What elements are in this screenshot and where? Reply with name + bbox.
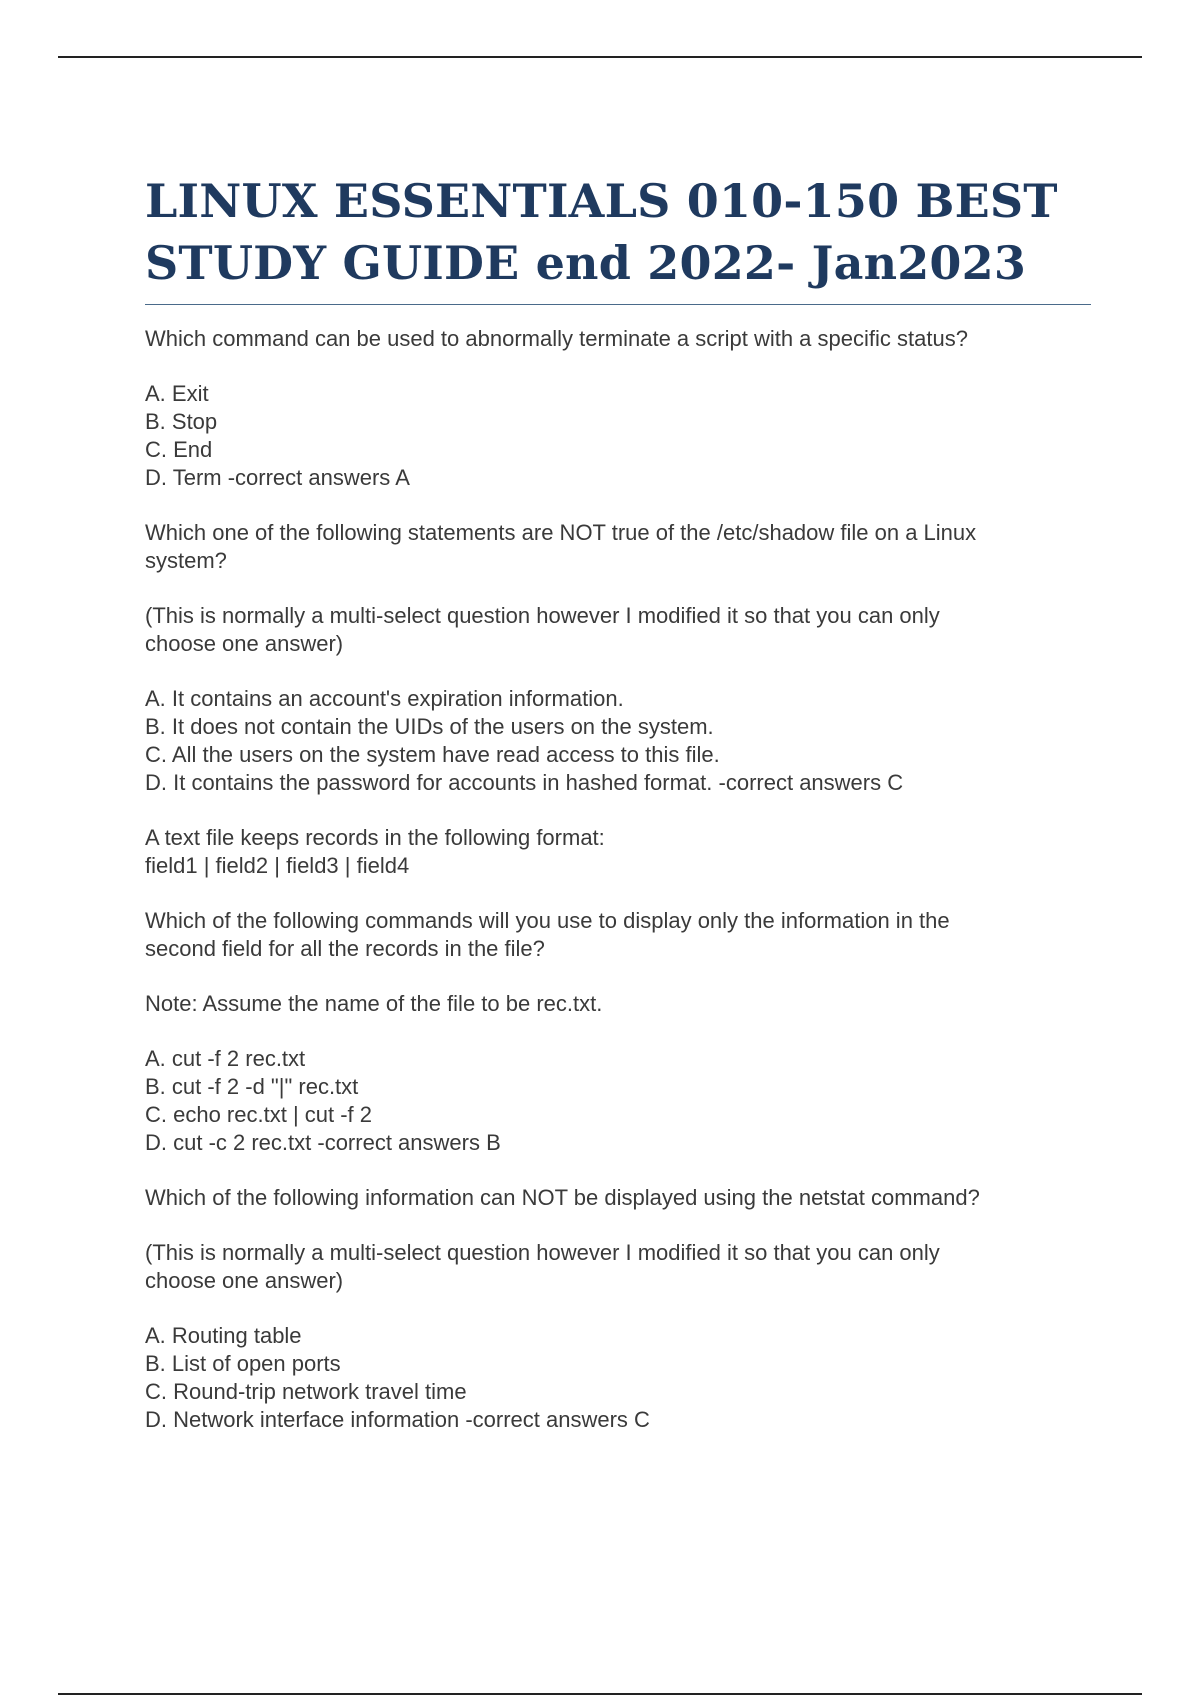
bottom-divider xyxy=(58,1693,1142,1695)
question-3-text xyxy=(145,907,1091,963)
option-line: C. All the users on the system have read access to this file. xyxy=(145,742,720,767)
top-divider xyxy=(58,56,1142,58)
option-line: B. It does not contain the UIDs of the users on the system. xyxy=(145,714,714,739)
option-line: C. echo rec.txt | cut -f 2 xyxy=(145,1102,373,1127)
option-line: D. cut -c 2 rec.txt -correct answers B xyxy=(145,1130,501,1155)
question-3-options xyxy=(145,1045,1091,1157)
text-line: A text file keeps records in the following format: xyxy=(145,825,605,850)
text-line: Which command can be used to abnormally terminate a script with a specific status? xyxy=(145,326,968,351)
text-line: choose one answer) xyxy=(145,1268,344,1293)
question-2-note xyxy=(145,602,1091,658)
question-4-options xyxy=(145,1322,1091,1434)
option-line: C. Round-trip network travel time xyxy=(145,1379,467,1404)
question-3-context xyxy=(145,824,1091,880)
option-line: D. It contains the password for accounts in hashed format. -correct answers C xyxy=(145,770,904,795)
text-line: Which one of the following statements are NOT true of the /etc/shadow file on a Linux xyxy=(145,520,977,545)
option-line: D. Term -correct answers A xyxy=(145,465,410,490)
question-4-note xyxy=(145,1239,1091,1295)
text-line: Which of the following information can NOT be displayed using the netstat command? xyxy=(145,1185,980,1210)
title-line-1: LINUX ESSENTIALS 010-150 BEST xyxy=(145,174,1058,228)
document-body xyxy=(145,325,1091,1434)
title-line-2: STUDY GUIDE end 2022- Jan2023 xyxy=(145,236,1027,290)
text-line: Which of the following commands will you use to display only the information in the xyxy=(145,908,950,933)
option-line: B. List of open ports xyxy=(145,1351,341,1376)
question-2-text xyxy=(145,519,1091,575)
option-line: A. Routing table xyxy=(145,1323,302,1348)
option-line: A. It contains an account's expiration information. xyxy=(145,686,624,711)
option-line: C. End xyxy=(145,437,213,462)
text-line: (This is normally a multi-select question however I modified it so that you can only xyxy=(145,1240,940,1265)
text-line: second field for all the records in the file? xyxy=(145,936,545,961)
text-line: system? xyxy=(145,548,227,573)
question-1-text xyxy=(145,325,1091,353)
option-line: A. Exit xyxy=(145,381,209,406)
text-line: (This is normally a multi-select question however I modified it so that you can only xyxy=(145,603,940,628)
text-line: Note: Assume the name of the file to be rec.txt. xyxy=(145,991,603,1016)
option-line: D. Network interface information -correct answers C xyxy=(145,1407,650,1432)
document-content xyxy=(145,170,1091,1461)
question-3-note xyxy=(145,990,1091,1018)
text-line: choose one answer) xyxy=(145,631,344,656)
option-line: B. cut -f 2 -d "|" rec.txt xyxy=(145,1074,359,1099)
question-4-text xyxy=(145,1184,1091,1212)
option-line: B. Stop xyxy=(145,409,218,434)
question-2-options xyxy=(145,685,1091,797)
document-title xyxy=(145,170,1091,305)
option-line: A. cut -f 2 rec.txt xyxy=(145,1046,306,1071)
text-line: field1 | field2 | field3 | field4 xyxy=(145,853,410,878)
question-1-options xyxy=(145,380,1091,492)
